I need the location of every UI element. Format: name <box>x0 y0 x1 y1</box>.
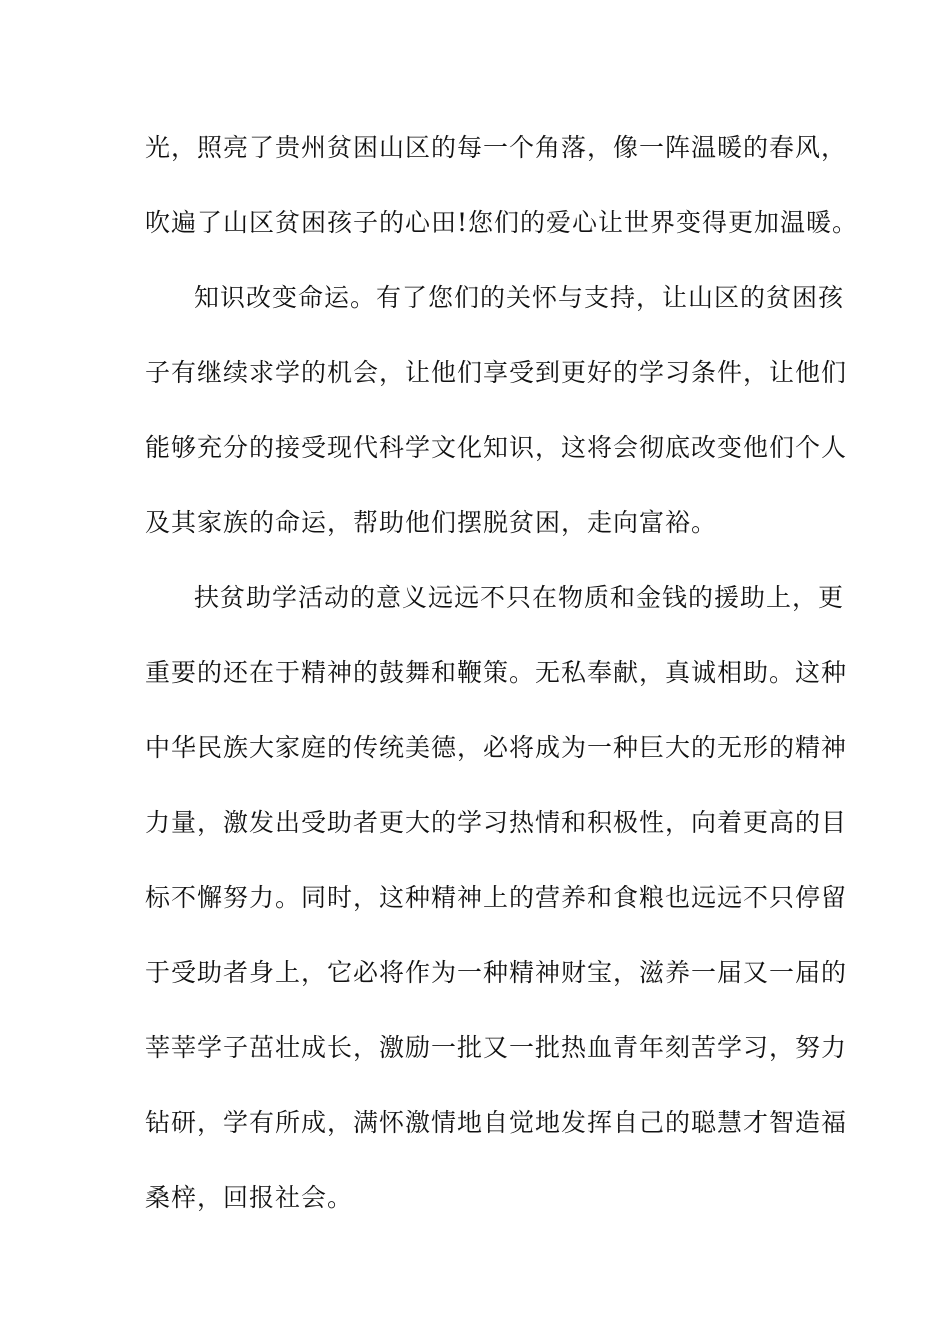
paragraph-start-line: 知识改变命运。有了您们的关怀与支持，让山区的贫困孩 <box>194 283 845 312</box>
text-line: 于受助者身上，它必将作为一种精神财宝，滋养一届又一届的 <box>145 958 848 987</box>
text-line: 中华民族大家庭的传统美德，必将成为一种巨大的无形的精神 <box>145 733 848 762</box>
text-line: 子有继续求学的机会，让他们享受到更好的学习条件，让他们 <box>145 358 848 387</box>
paragraph-start-line: 扶贫助学活动的意义远远不只在物质和金钱的援助上，更 <box>194 583 845 612</box>
text-line: 莘莘学子茁壮成长，激励一批又一批热血青年刻苦学习，努力 <box>145 1033 848 1062</box>
text-line: 桑梓，回报社会。 <box>145 1183 354 1212</box>
text-line: 标不懈努力。同时，这种精神上的营养和食粮也远远不只停留 <box>145 883 848 912</box>
text-line: 能够充分的接受现代科学文化知识，这将会彻底改变他们个人 <box>145 433 848 462</box>
text-line: 吹遍了山区贫困孩子的心田!您们的爱心让世界变得更加温暖。 <box>145 208 859 237</box>
text-line: 及其家族的命运，帮助他们摆脱贫困，走向富裕。 <box>145 508 718 537</box>
text-line: 光，照亮了贵州贫困山区的每一个角落，像一阵温暖的春风， <box>145 133 848 162</box>
text-line: 重要的还在于精神的鼓舞和鞭策。无私奉献，真诚相助。这种 <box>145 658 848 687</box>
text-line: 钻研，学有所成，满怀激情地自觉地发挥自己的聪慧才智造福 <box>145 1108 848 1137</box>
text-line: 力量，激发出受助者更大的学习热情和积极性，向着更高的目 <box>145 808 848 837</box>
body-text <box>145 128 859 1253</box>
